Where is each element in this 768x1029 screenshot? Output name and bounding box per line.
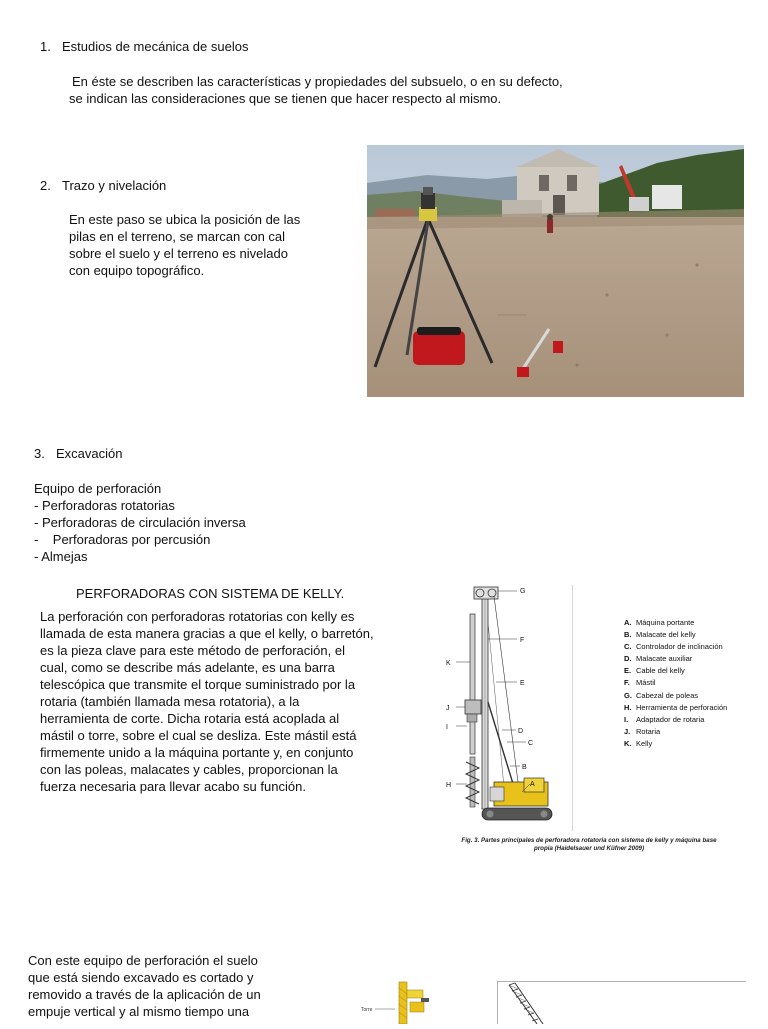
- section-3-number: 3.: [34, 446, 45, 461]
- diagram-label-f: F: [520, 637, 525, 644]
- section-3-title: Excavación: [56, 446, 123, 461]
- tower-label: Torre: [361, 1007, 373, 1013]
- diagram-legend: [624, 617, 727, 750]
- section-1-number: 1.: [40, 39, 51, 54]
- list-item: - Perforadoras por percusión: [34, 532, 211, 547]
- paragraph-line: La perforación con perforadoras rotatorias con kelly es: [40, 609, 355, 624]
- kelly-rig-diagram: [422, 582, 572, 832]
- legend-item: C. Controlador de inclinación: [624, 642, 723, 652]
- section-3-heading: [34, 446, 122, 461]
- section-1-paragraph: [69, 73, 629, 107]
- legend-item: K. Kelly: [624, 738, 653, 748]
- legend-item: G. Cabezal de poleas: [624, 690, 699, 700]
- paragraph-line: rotaria (también llamada mesa rotatoria), a la: [40, 694, 300, 709]
- paragraph-line: mástil o torre, sobre el cual se desliza. Este mástil está: [40, 728, 357, 743]
- section-2-paragraph: [69, 211, 349, 279]
- diagram-label-g: G: [520, 588, 526, 595]
- section-1-title: Estudios de mecánica de suelos: [62, 39, 249, 54]
- equipment-title: Equipo de perforación: [34, 481, 162, 496]
- paragraph-line: sobre el suelo y el terreno es nivelado: [69, 246, 288, 261]
- section-2-heading: [40, 178, 166, 193]
- legend-item: D. Malacate auxiliar: [624, 654, 693, 664]
- paragraph-line: con equipo topográfico.: [69, 263, 205, 278]
- lattice-crane-illustration: [497, 981, 746, 1024]
- paragraph-line: fuerza necesaria para llevar acabo su función.: [40, 779, 306, 794]
- paragraph-line: empuje vertical y al mismo tiempo una: [28, 1004, 250, 1019]
- caption-line-2: propia (Haidelsauer und Küfner 2009): [533, 845, 645, 852]
- paragraph-line: pilas en el terreno, se marcan con cal: [69, 229, 286, 244]
- paragraph-line: herramienta de corte. Dicha rotaria está acoplada al: [40, 711, 340, 726]
- diagram-label-e: E: [520, 680, 525, 687]
- paragraph-line: En éste se describen las características y propiedades del subsuelo, o en su defecto,: [72, 74, 563, 89]
- paragraph-line: removido a través de la aplicación de un: [28, 987, 261, 1002]
- diagram-label-h: H: [446, 782, 452, 789]
- paragraph-line: telescópica que transmite el torque suministrado por la: [40, 677, 356, 692]
- paragraph-line: llamada de esta manera gracias a que el kelly, o barretón,: [40, 626, 374, 641]
- legend-item: B. Malacate del kelly: [624, 630, 696, 640]
- diagram-label-i: I: [446, 724, 448, 731]
- bottom-paragraph: [28, 952, 290, 1020]
- section-2-title: Trazo y nivelación: [62, 178, 167, 193]
- paragraph-line: que está siendo excavado es cortado y: [28, 970, 254, 985]
- survey-site-photo: [367, 145, 744, 397]
- legend-item: J. Rotaria: [624, 726, 661, 736]
- kelly-paragraph: [40, 608, 410, 795]
- paragraph-line: cual, como se describe más adelante, es una barra: [40, 660, 335, 675]
- diagram-label-d: D: [518, 728, 524, 735]
- legend-item: E. Cable del kelly: [624, 666, 685, 676]
- legend-item: F. Mástil: [624, 678, 656, 688]
- diagram-label-c: C: [528, 740, 534, 747]
- caption-line-1: Fig. 3. Partes principales de perforadora rotatoria con sistema de kelly y máquina base: [461, 837, 717, 844]
- equipment-list: [34, 480, 334, 565]
- rig-illustration: [355, 978, 445, 1024]
- section-2-number: 2.: [40, 178, 51, 193]
- legend-item: I. Adaptador de rotaria: [624, 714, 705, 724]
- paragraph-line: es la pieza clave para este método de perforación, el: [40, 643, 345, 658]
- diagram-label-a: A: [530, 781, 535, 788]
- kelly-section-title: PERFORADORAS CON SISTEMA DE KELLY.: [76, 586, 345, 601]
- figure-caption: [430, 837, 748, 853]
- diagram-label-k: K: [446, 660, 451, 667]
- legend-item: A. Máquina portante: [624, 618, 695, 627]
- paragraph-line: se indican las consideraciones que se tienen que hacer respecto al mismo.: [69, 91, 502, 106]
- section-1-heading: [40, 39, 248, 54]
- paragraph-line: En este paso se ubica la posición de las: [69, 212, 301, 227]
- diagram-label-j: J: [446, 705, 450, 712]
- list-item: - Perforadoras rotatorias: [34, 498, 175, 513]
- paragraph-line: Con este equipo de perforación el suelo: [28, 953, 258, 968]
- list-item: - Almejas: [34, 549, 88, 564]
- list-item: - Perforadoras de circulación inversa: [34, 515, 246, 530]
- legend-item: H. Herramienta de perforación: [624, 702, 728, 712]
- diagram-divider: [572, 585, 573, 831]
- diagram-label-b: B: [522, 764, 527, 771]
- paragraph-line: con las poleas, malacates y cables, proporcionan la: [40, 762, 338, 777]
- paragraph-line: firmemente unido a la máquina portante y, en conjunto: [40, 745, 354, 760]
